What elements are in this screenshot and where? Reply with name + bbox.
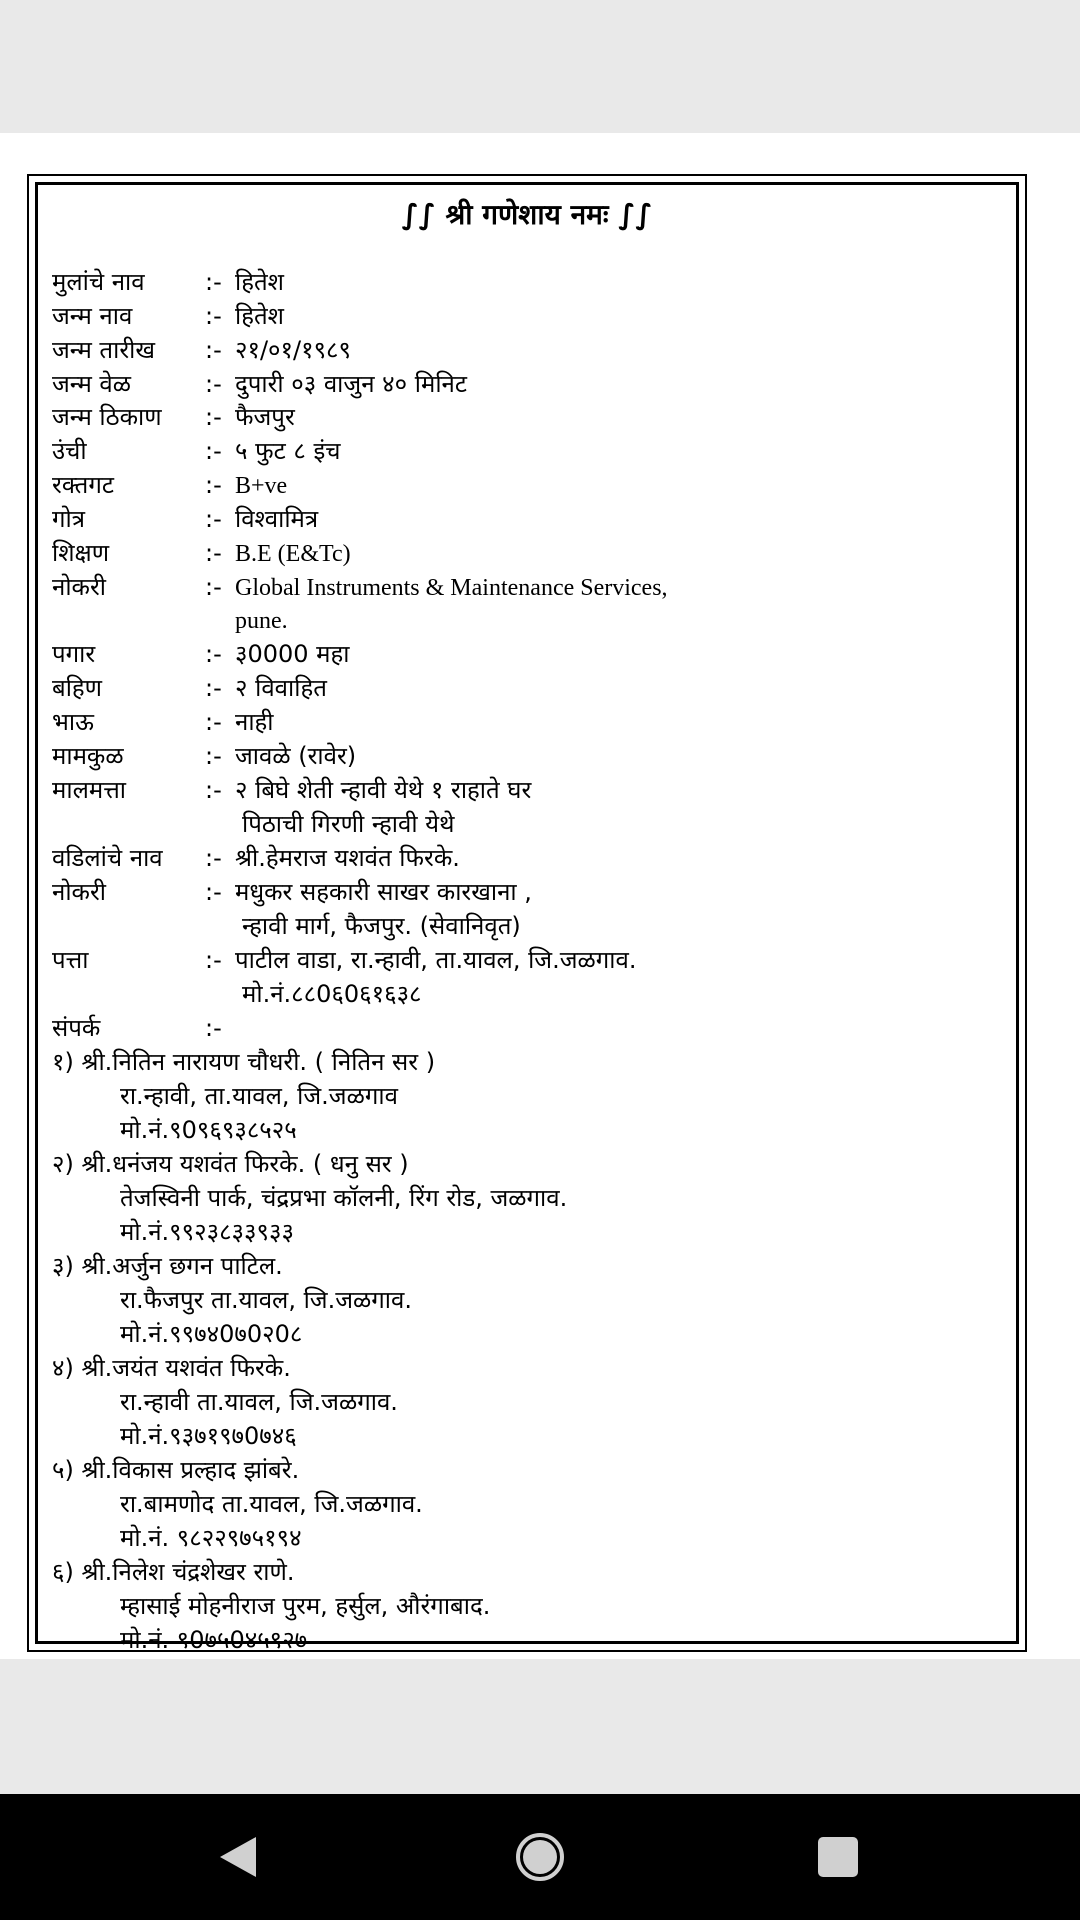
- field-label: मालमत्ता: [52, 776, 126, 804]
- field-separator: :-: [205, 674, 222, 702]
- field-separator: :-: [205, 878, 222, 906]
- field-row: [52, 299, 284, 333]
- document-heading: ∫∫ श्री गणेशाय नमः ∫∫: [401, 198, 653, 231]
- field-label: मुलांचे नाव: [52, 268, 145, 296]
- field-row: [52, 773, 531, 807]
- field-row: [52, 367, 467, 401]
- field-row: [52, 671, 327, 705]
- field-row: [52, 1011, 235, 1045]
- field-value: पाटील वाडा, रा.न्हावी, ता.यावल, जि.जळगाव.: [235, 946, 637, 974]
- field-value: २ बिघे शेती न्हावी येथे १ राहाते घर: [235, 776, 532, 804]
- field-separator: :-: [205, 437, 222, 465]
- contact-heading: ५) श्री.विकास प्रल्हाद झांबरे.: [52, 1456, 300, 1484]
- contact-phone: मो.नं.९९२३८३३९३३: [120, 1218, 294, 1246]
- field-row: [52, 739, 356, 773]
- field-row: [52, 502, 318, 536]
- contact-heading: ६) श्री.निलेश चंद्रशेखर राणे.: [52, 1558, 295, 1586]
- contact-phone: मो.नं.९0९६९३८५२५: [120, 1116, 297, 1144]
- field-row: [52, 705, 274, 739]
- contact-heading: २) श्री.धनंजय यशवंत फिरके. ( धनु सर ): [52, 1150, 409, 1178]
- field-row: [52, 434, 340, 468]
- contact-heading: ३) श्री.अर्जुन छगन पाटिल.: [52, 1252, 283, 1280]
- field-separator: :-: [205, 573, 222, 601]
- field-separator: :-: [205, 708, 222, 736]
- field-label: बहिण: [52, 674, 103, 702]
- field-label: जन्म वेळ: [52, 370, 132, 398]
- field-label: पत्ता: [52, 946, 89, 974]
- field-separator: :-: [205, 1014, 222, 1042]
- field-value: फैजपुर: [235, 403, 295, 431]
- field-label: शिक्षण: [52, 539, 110, 567]
- field-value: ५ फुट ८ इंच: [235, 437, 341, 465]
- back-button[interactable]: [208, 1827, 268, 1887]
- field-separator: :-: [205, 268, 222, 296]
- field-label: नोकरी: [52, 878, 106, 906]
- contact-heading: ४) श्री.जयंत यशवंत फिरके.: [52, 1354, 291, 1382]
- contact-phone: मो.नं.९९७४0७0२0८: [120, 1320, 303, 1348]
- field-row: [52, 333, 351, 367]
- field-row: [52, 468, 287, 503]
- field-label: मामकुळ: [52, 742, 124, 770]
- field-label: नोकरी: [52, 573, 106, 601]
- recents-square-icon: [816, 1835, 860, 1879]
- field-value: मधुकर सहकारी साखर कारखाना ,: [235, 878, 532, 906]
- recents-button[interactable]: [808, 1827, 868, 1887]
- field-row: [52, 265, 284, 299]
- field-value: हितेश: [235, 268, 284, 296]
- field-label: गोत्र: [52, 505, 85, 533]
- field-label: जन्म तारीख: [52, 336, 155, 364]
- contact-address: म्हासाई मोहनीराज पुरम, हर्सुल, औरंगाबाद.: [120, 1592, 491, 1620]
- field-value: दुपारी ०३ वाजुन ४० मिनिट: [235, 370, 467, 398]
- field-separator: :-: [205, 302, 222, 330]
- document-page: [0, 133, 1080, 1659]
- field-row: [52, 841, 460, 875]
- field-value: B.E (E&Tc): [235, 541, 351, 567]
- contact-phone: मो.नं. ९८२२९७५१९४: [120, 1524, 302, 1552]
- android-navigation-bar: [0, 1794, 1080, 1920]
- field-label: वडिलांचे नाव: [52, 844, 163, 872]
- field-value: Global Instruments & Maintenance Services,: [235, 575, 668, 601]
- field-label: जन्म ठिकाण: [52, 403, 162, 431]
- field-label: रक्तगट: [52, 471, 114, 499]
- field-label: भाऊ: [52, 708, 94, 736]
- field-value-continuation: मो.नं.८८0६0६१६३८: [242, 980, 422, 1008]
- field-separator: :-: [205, 370, 222, 398]
- field-label: पगार: [52, 640, 96, 668]
- field-separator: :-: [205, 640, 222, 668]
- field-separator: :-: [205, 505, 222, 533]
- field-value-continuation: न्हावी मार्ग, फैजपुर. (सेवानिवृत): [242, 912, 521, 940]
- field-row: [52, 400, 295, 434]
- field-label: उंची: [52, 437, 87, 465]
- contact-phone: मो.नं. ९0७५0४५९२७: [120, 1626, 308, 1654]
- home-button[interactable]: [510, 1827, 570, 1887]
- field-value: २ विवाहित: [235, 674, 327, 702]
- field-row: [52, 570, 668, 605]
- contact-address: रा.बामणोद ता.यावल, जि.जळगाव.: [120, 1490, 423, 1518]
- field-value: नाही: [235, 708, 274, 736]
- field-value: B+ve: [235, 473, 288, 499]
- document-outer-border: [27, 174, 1027, 1652]
- field-separator: :-: [205, 946, 222, 974]
- field-label: संपर्क: [52, 1014, 101, 1042]
- field-value: जावळे (रावेर): [235, 742, 357, 770]
- field-value: २१/०१/१९८९: [235, 336, 352, 364]
- document-inner-border: [35, 182, 1019, 1654]
- contact-address: तेजस्विनी पार्क, चंद्रप्रभा कॉलनी, रिंग रोड, जळगाव.: [120, 1184, 568, 1212]
- field-separator: :-: [205, 403, 222, 431]
- field-value-continuation: पिठाची गिरणी न्हावी येथे: [242, 810, 455, 838]
- field-row: [52, 943, 637, 977]
- field-value: विश्वामित्र: [235, 505, 319, 533]
- field-separator: :-: [205, 471, 222, 499]
- home-circle-icon: [514, 1831, 566, 1883]
- contact-address: रा.फैजपुर ता.यावल, जि.जळगाव.: [120, 1286, 412, 1314]
- field-row: [52, 637, 350, 671]
- field-separator: :-: [205, 844, 222, 872]
- field-value: श्री.हेमराज यशवंत फिरके.: [235, 844, 460, 872]
- field-separator: :-: [205, 742, 222, 770]
- field-separator: :-: [205, 336, 222, 364]
- field-row: [52, 536, 351, 571]
- contact-address: रा.न्हावी, ता.यावल, जि.जळगाव: [120, 1082, 398, 1110]
- contact-address: रा.न्हावी ता.यावल, जि.जळगाव.: [120, 1388, 398, 1416]
- field-value: ३0000 महा: [235, 640, 350, 668]
- field-separator: :-: [205, 539, 222, 567]
- contact-phone: मो.नं.९३७१९७0७४६: [120, 1422, 297, 1450]
- field-separator: :-: [205, 776, 222, 804]
- field-value: हितेश: [235, 302, 284, 330]
- field-label: जन्म नाव: [52, 302, 133, 330]
- field-value-continuation: pune.: [235, 608, 288, 634]
- field-row: [52, 875, 532, 909]
- back-triangle-icon: [216, 1833, 260, 1881]
- contact-heading: १) श्री.नितिन नारायण चौधरी. ( नितिन सर ): [52, 1048, 436, 1076]
